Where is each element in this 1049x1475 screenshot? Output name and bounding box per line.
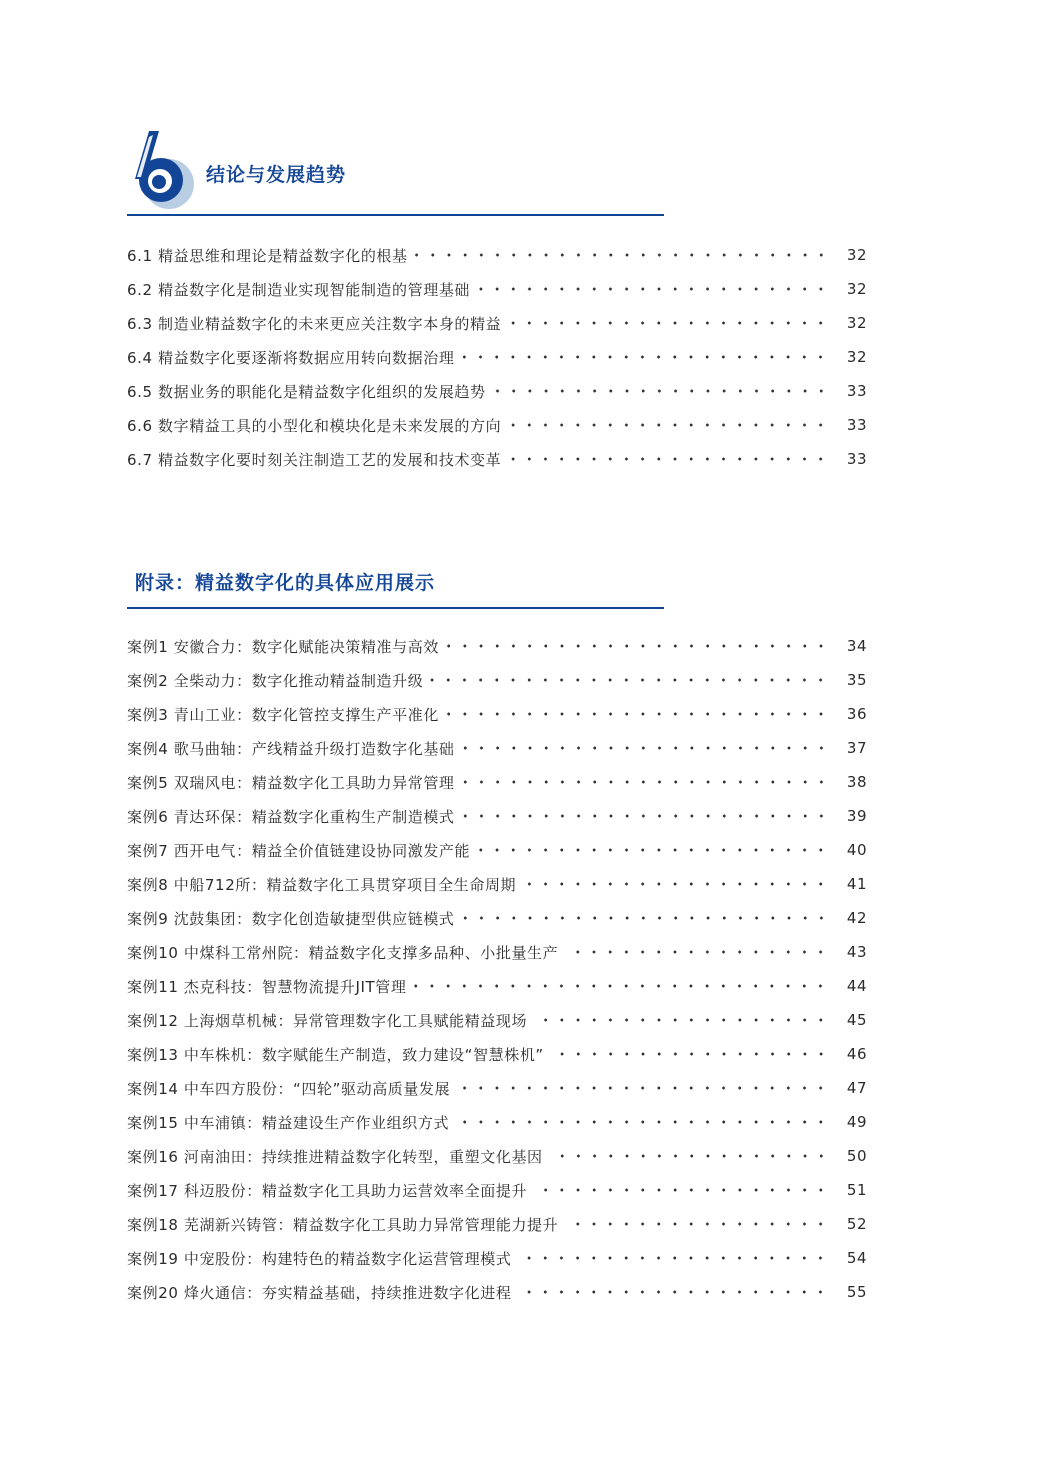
appendix-section bbox=[127, 560, 867, 1309]
toc-page-number: 32 bbox=[846, 314, 867, 332]
toc-page-number: 32 bbox=[846, 348, 867, 366]
dot-leader bbox=[533, 1185, 829, 1195]
toc-page-number: 35 bbox=[846, 671, 867, 689]
dot-leader bbox=[550, 1049, 829, 1059]
toc-entry[interactable] bbox=[127, 697, 867, 731]
toc-entry-title: 6.2 精益数字化是制造业实现智能制造的管理基础 bbox=[127, 280, 471, 299]
toc-page-number: 39 bbox=[846, 807, 867, 825]
toc-page-number: 33 bbox=[846, 382, 867, 400]
toc-entry[interactable] bbox=[127, 731, 867, 765]
conclusion-title: 结论与发展趋势 bbox=[206, 164, 347, 186]
toc-entry[interactable] bbox=[127, 935, 867, 969]
toc-entry-title: 6.1 精益思维和理论是精益数字化的根基 bbox=[127, 246, 408, 265]
dot-leader bbox=[461, 811, 829, 821]
toc-page-number: 44 bbox=[846, 977, 867, 995]
toc-entry[interactable] bbox=[127, 901, 867, 935]
dot-leader bbox=[507, 420, 829, 430]
toc-entry-title: 案例7 西开电气：精益全价值链建设协同激发产能 bbox=[127, 841, 471, 860]
conclusion-header bbox=[127, 122, 867, 214]
dot-leader bbox=[533, 1015, 829, 1025]
toc-entry[interactable] bbox=[127, 833, 867, 867]
toc-entry-title: 案例1 安徽合力：数字化赋能决策精准与高效 bbox=[127, 637, 439, 656]
dot-leader bbox=[460, 352, 829, 362]
toc-entry[interactable] bbox=[127, 1071, 867, 1105]
toc-page-number: 51 bbox=[846, 1181, 867, 1199]
toc-entry-title: 案例15 中车浦镇：精益建设生产作业组织方式 bbox=[127, 1113, 450, 1132]
toc-entry-title: 6.4 精益数字化要逐渐将数据应用转向数据治理 bbox=[127, 348, 455, 367]
toc-page-number: 52 bbox=[846, 1215, 867, 1233]
toc-entry-title: 案例3 青山工业：数字化管控支撑生产平准化 bbox=[127, 705, 439, 724]
toc-entry-title: 案例14 中车四方股份：“四轮”驱动高质量发展 bbox=[127, 1079, 451, 1098]
conclusion-section bbox=[127, 122, 867, 476]
toc-page-number: 43 bbox=[846, 943, 867, 961]
toc-page-number: 32 bbox=[846, 280, 867, 298]
dot-leader bbox=[429, 675, 829, 685]
dot-leader bbox=[445, 641, 829, 651]
dot-leader bbox=[564, 1219, 829, 1229]
dot-leader bbox=[476, 284, 829, 294]
toc-entry[interactable] bbox=[127, 1241, 867, 1275]
dot-leader bbox=[455, 1117, 829, 1127]
toc-entry[interactable] bbox=[127, 374, 867, 408]
appendix-divider bbox=[127, 607, 664, 609]
dot-leader bbox=[564, 947, 829, 957]
dot-leader bbox=[507, 454, 829, 464]
conclusion-toc bbox=[127, 238, 867, 476]
toc-page-number: 47 bbox=[846, 1079, 867, 1097]
toc-entry-title: 案例9 沈鼓集团：数字化创造敏捷型供应链模式 bbox=[127, 909, 455, 928]
dot-leader bbox=[492, 386, 829, 396]
toc-entry-title: 6.3 制造业精益数字化的未来更应关注数字本身的精益 bbox=[127, 314, 502, 333]
dot-leader bbox=[414, 250, 829, 260]
toc-entry-title: 案例10 中煤科工常州院：精益数字化支撑多品种、小批量生产 bbox=[127, 943, 559, 962]
toc-entry[interactable] bbox=[127, 272, 867, 306]
chapter-6-icon bbox=[127, 127, 199, 217]
toc-entry[interactable] bbox=[127, 629, 867, 663]
dot-leader bbox=[549, 1151, 829, 1161]
dot-leader bbox=[445, 709, 829, 719]
toc-entry-title: 案例12 上海烟草机械：异常管理数字化工具赋能精益现场 bbox=[127, 1011, 528, 1030]
toc-page-number: 46 bbox=[846, 1045, 867, 1063]
toc-entry[interactable] bbox=[127, 765, 867, 799]
toc-entry[interactable] bbox=[127, 1139, 867, 1173]
toc-entry-title: 6.5 数据业务的职能化是精益数字化组织的发展趋势 bbox=[127, 382, 486, 401]
appendix-toc bbox=[127, 629, 867, 1309]
toc-entry[interactable] bbox=[127, 799, 867, 833]
toc-entry[interactable] bbox=[127, 340, 867, 374]
toc-entry-title: 案例19 中宠股份：构建特色的精益数字化运营管理模式 bbox=[127, 1249, 512, 1268]
dot-leader bbox=[476, 845, 829, 855]
toc-page-number: 34 bbox=[846, 637, 867, 655]
toc-page-number: 36 bbox=[846, 705, 867, 723]
dot-leader bbox=[522, 879, 829, 889]
toc-page-number: 33 bbox=[846, 416, 867, 434]
toc-entry[interactable] bbox=[127, 1037, 867, 1071]
toc-entry-title: 案例6 青达环保：精益数字化重构生产制造模式 bbox=[127, 807, 455, 826]
toc-entry-title: 案例4 歌马曲轴：产线精益升级打造数字化基础 bbox=[127, 739, 455, 758]
toc-page-number: 41 bbox=[846, 875, 867, 893]
toc-page-number: 45 bbox=[846, 1011, 867, 1029]
appendix-header bbox=[127, 560, 867, 607]
dot-leader bbox=[517, 1253, 829, 1263]
toc-entry[interactable] bbox=[127, 867, 867, 901]
toc-entry[interactable] bbox=[127, 1003, 867, 1037]
dot-leader bbox=[456, 1083, 829, 1093]
toc-entry-title: 6.7 精益数字化要时刻关注制造工艺的发展和技术变革 bbox=[127, 450, 502, 469]
toc-entry[interactable] bbox=[127, 442, 867, 476]
toc-entry-title: 案例16 河南油田：持续推进精益数字化转型，重塑文化基因 bbox=[127, 1147, 543, 1166]
toc-entry-title: 案例18 芜湖新兴铸管：精益数字化工具助力异常管理能力提升 bbox=[127, 1215, 559, 1234]
toc-entry[interactable] bbox=[127, 238, 867, 272]
toc-entry[interactable] bbox=[127, 663, 867, 697]
toc-entry[interactable] bbox=[127, 408, 867, 442]
dot-leader bbox=[461, 777, 829, 787]
toc-page-number: 54 bbox=[846, 1249, 867, 1267]
toc-entry-title: 案例8 中船712所：精益数字化工具贯穿项目全生命周期 bbox=[127, 875, 517, 894]
toc-entry-title: 案例20 烽火通信：夯实精益基础，持续推进数字化进程 bbox=[127, 1283, 512, 1302]
toc-entry-title: 案例11 杰克科技：智慧物流提升JIT管理 bbox=[127, 977, 407, 996]
toc-entry-title: 案例2 全柴动力：数字化推动精益制造升级 bbox=[127, 671, 424, 690]
toc-entry[interactable] bbox=[127, 1105, 867, 1139]
toc-entry[interactable] bbox=[127, 969, 867, 1003]
toc-page-number: 50 bbox=[846, 1147, 867, 1165]
toc-page-number: 42 bbox=[846, 909, 867, 927]
toc-entry-title: 案例17 科迈股份：精益数字化工具助力运营效率全面提升 bbox=[127, 1181, 528, 1200]
toc-page-number: 55 bbox=[846, 1283, 867, 1301]
conclusion-divider bbox=[127, 214, 664, 216]
toc-page-number: 32 bbox=[846, 246, 867, 264]
dot-leader bbox=[461, 913, 829, 923]
toc-page-number: 40 bbox=[846, 841, 867, 859]
toc-entry[interactable] bbox=[127, 306, 867, 340]
toc-page-number: 49 bbox=[846, 1113, 867, 1131]
toc-page-number: 38 bbox=[846, 773, 867, 791]
toc-entry[interactable] bbox=[127, 1173, 867, 1207]
toc-entry[interactable] bbox=[127, 1207, 867, 1241]
dot-leader bbox=[412, 981, 829, 991]
dot-leader bbox=[507, 318, 829, 328]
dot-leader bbox=[517, 1287, 829, 1297]
toc-entry-title: 案例13 中车株机：数字赋能生产制造，致力建设“智慧株机” bbox=[127, 1045, 544, 1064]
toc-page-number: 37 bbox=[846, 739, 867, 757]
toc-entry[interactable] bbox=[127, 1275, 867, 1309]
dot-leader bbox=[461, 743, 829, 753]
toc-page-number: 33 bbox=[846, 450, 867, 468]
appendix-title: 附录：精益数字化的具体应用展示 bbox=[135, 572, 436, 594]
toc-entry-title: 案例5 双瑞风电：精益数字化工具助力异常管理 bbox=[127, 773, 455, 792]
toc-entry-title: 6.6 数字精益工具的小型化和模块化是未来发展的方向 bbox=[127, 416, 502, 435]
